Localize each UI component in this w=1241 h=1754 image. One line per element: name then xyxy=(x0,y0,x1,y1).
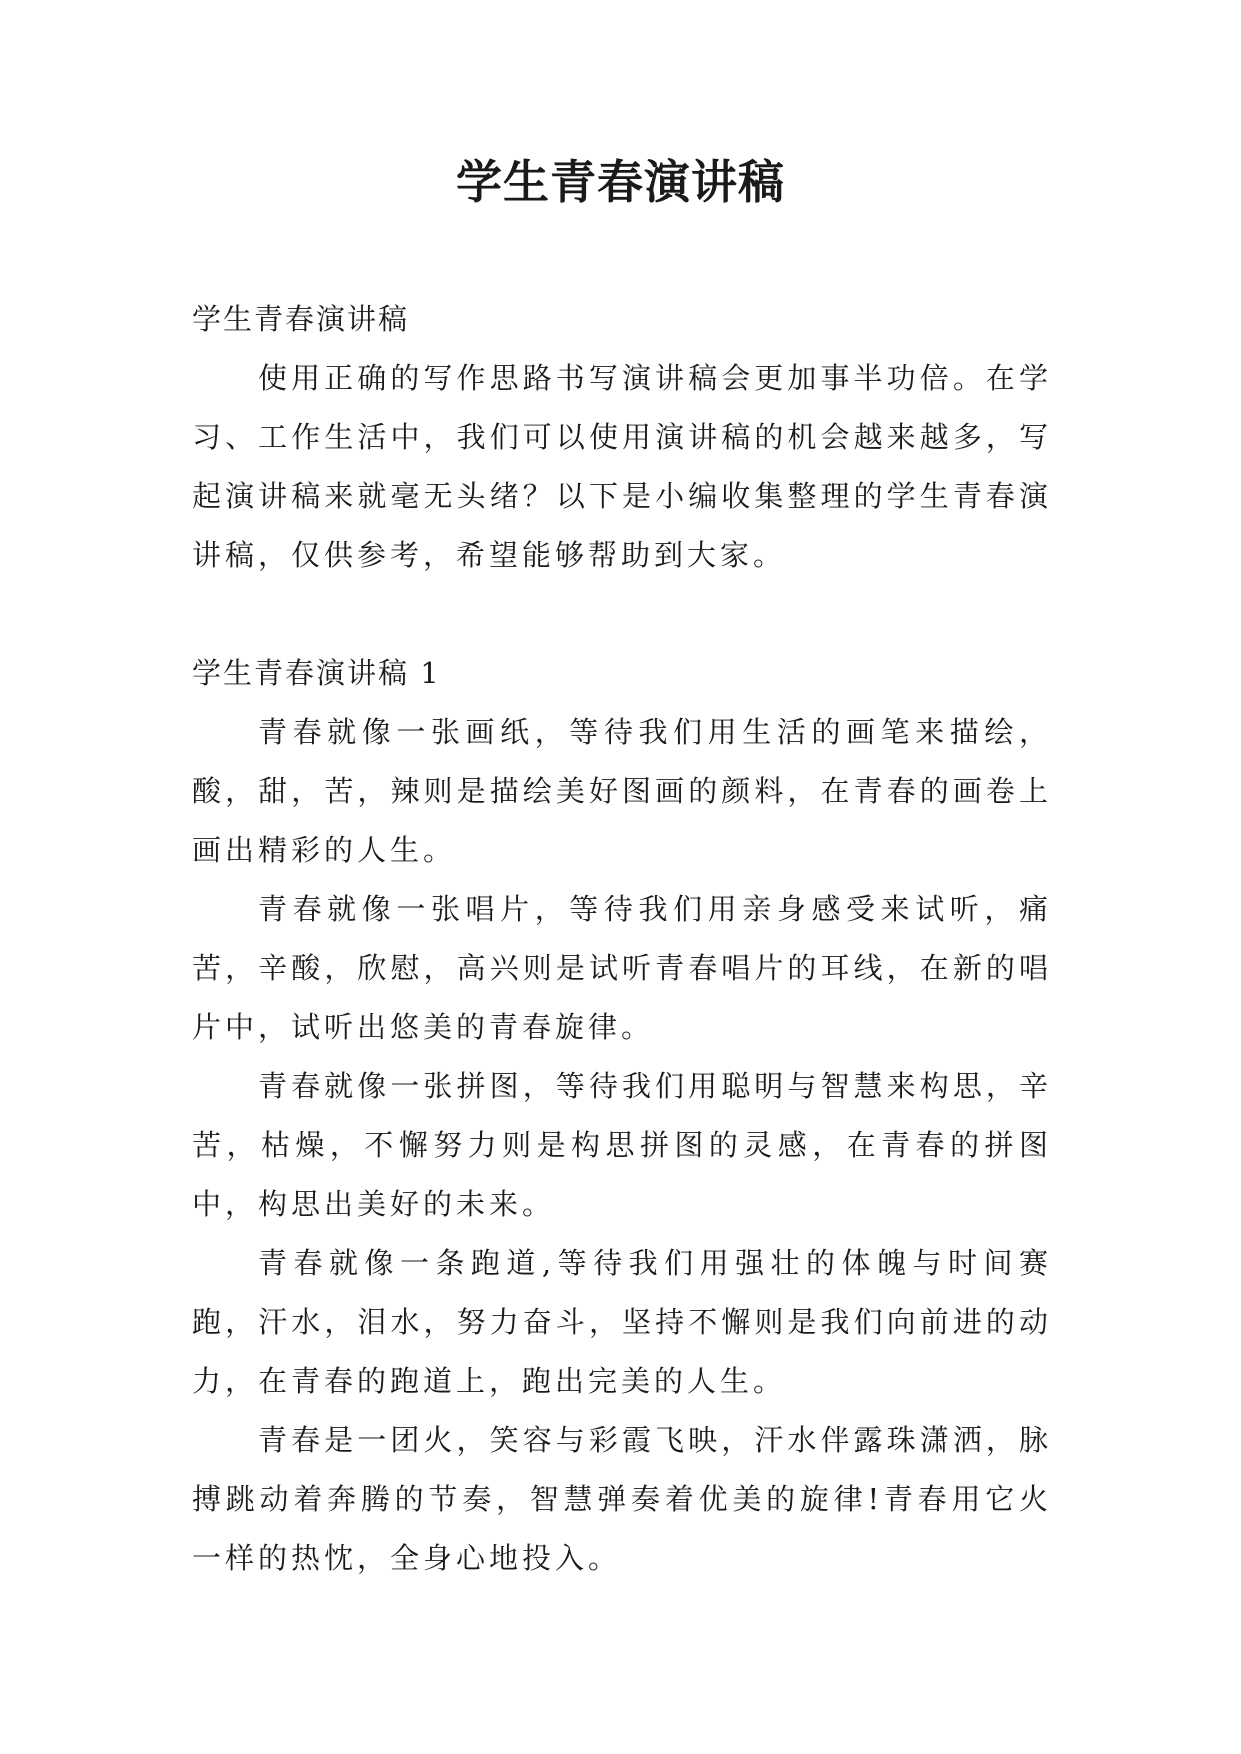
section1-paragraph: 青春就像一张唱片，等待我们用亲身感受来试听，痛苦，辛酸，欣慰，高兴则是试听青春唱片的耳线，在新的唱片中，试听出悠美的青春旋律。 xyxy=(192,892,1052,1044)
document-body xyxy=(192,290,1052,1588)
section1-paragraph: 青春是一团火，笑容与彩霞飞映，汗水伴露珠潇洒，脉搏跳动着奔腾的节奏，智慧弹奏着优美的旋律!青春用它火一样的热忱，全身心地投入。 xyxy=(192,1423,1052,1575)
section1-paragraph: 青春就像一条跑道,等待我们用强壮的体魄与时间赛跑，汗水，泪水，努力奋斗，坚持不懈则是我们向前进的动力，在青春的跑道上，跑出完美的人生。 xyxy=(192,1246,1052,1398)
intro-paragraph: 使用正确的写作思路书写演讲稿会更加事半功倍。在学习、工作生活中，我们可以使用演讲稿的机会越来越多，写起演讲稿来就毫无头绪？以下是小编收集整理的学生青春演讲稿，仅供参考，希望能够帮助到大家。 xyxy=(192,361,1052,572)
section1-heading: 学生青春演讲稿 1 xyxy=(192,656,441,690)
section1-paragraph: 青春就像一张画纸，等待我们用生活的画笔来描绘，酸，甜，苦，辣则是描绘美好图画的颜料，在青春的画卷上画出精彩的人生。 xyxy=(192,715,1052,867)
intro-heading: 学生青春演讲稿 xyxy=(192,302,410,336)
section1-paragraph: 青春就像一张拼图，等待我们用聪明与智慧来构思，辛苦，枯燥，不懈努力则是构思拼图的灵感，在青春的拼图中，构思出美好的未来。 xyxy=(192,1069,1052,1221)
section-spacer xyxy=(192,585,1052,644)
document-title: 学生青春演讲稿 xyxy=(456,155,785,209)
